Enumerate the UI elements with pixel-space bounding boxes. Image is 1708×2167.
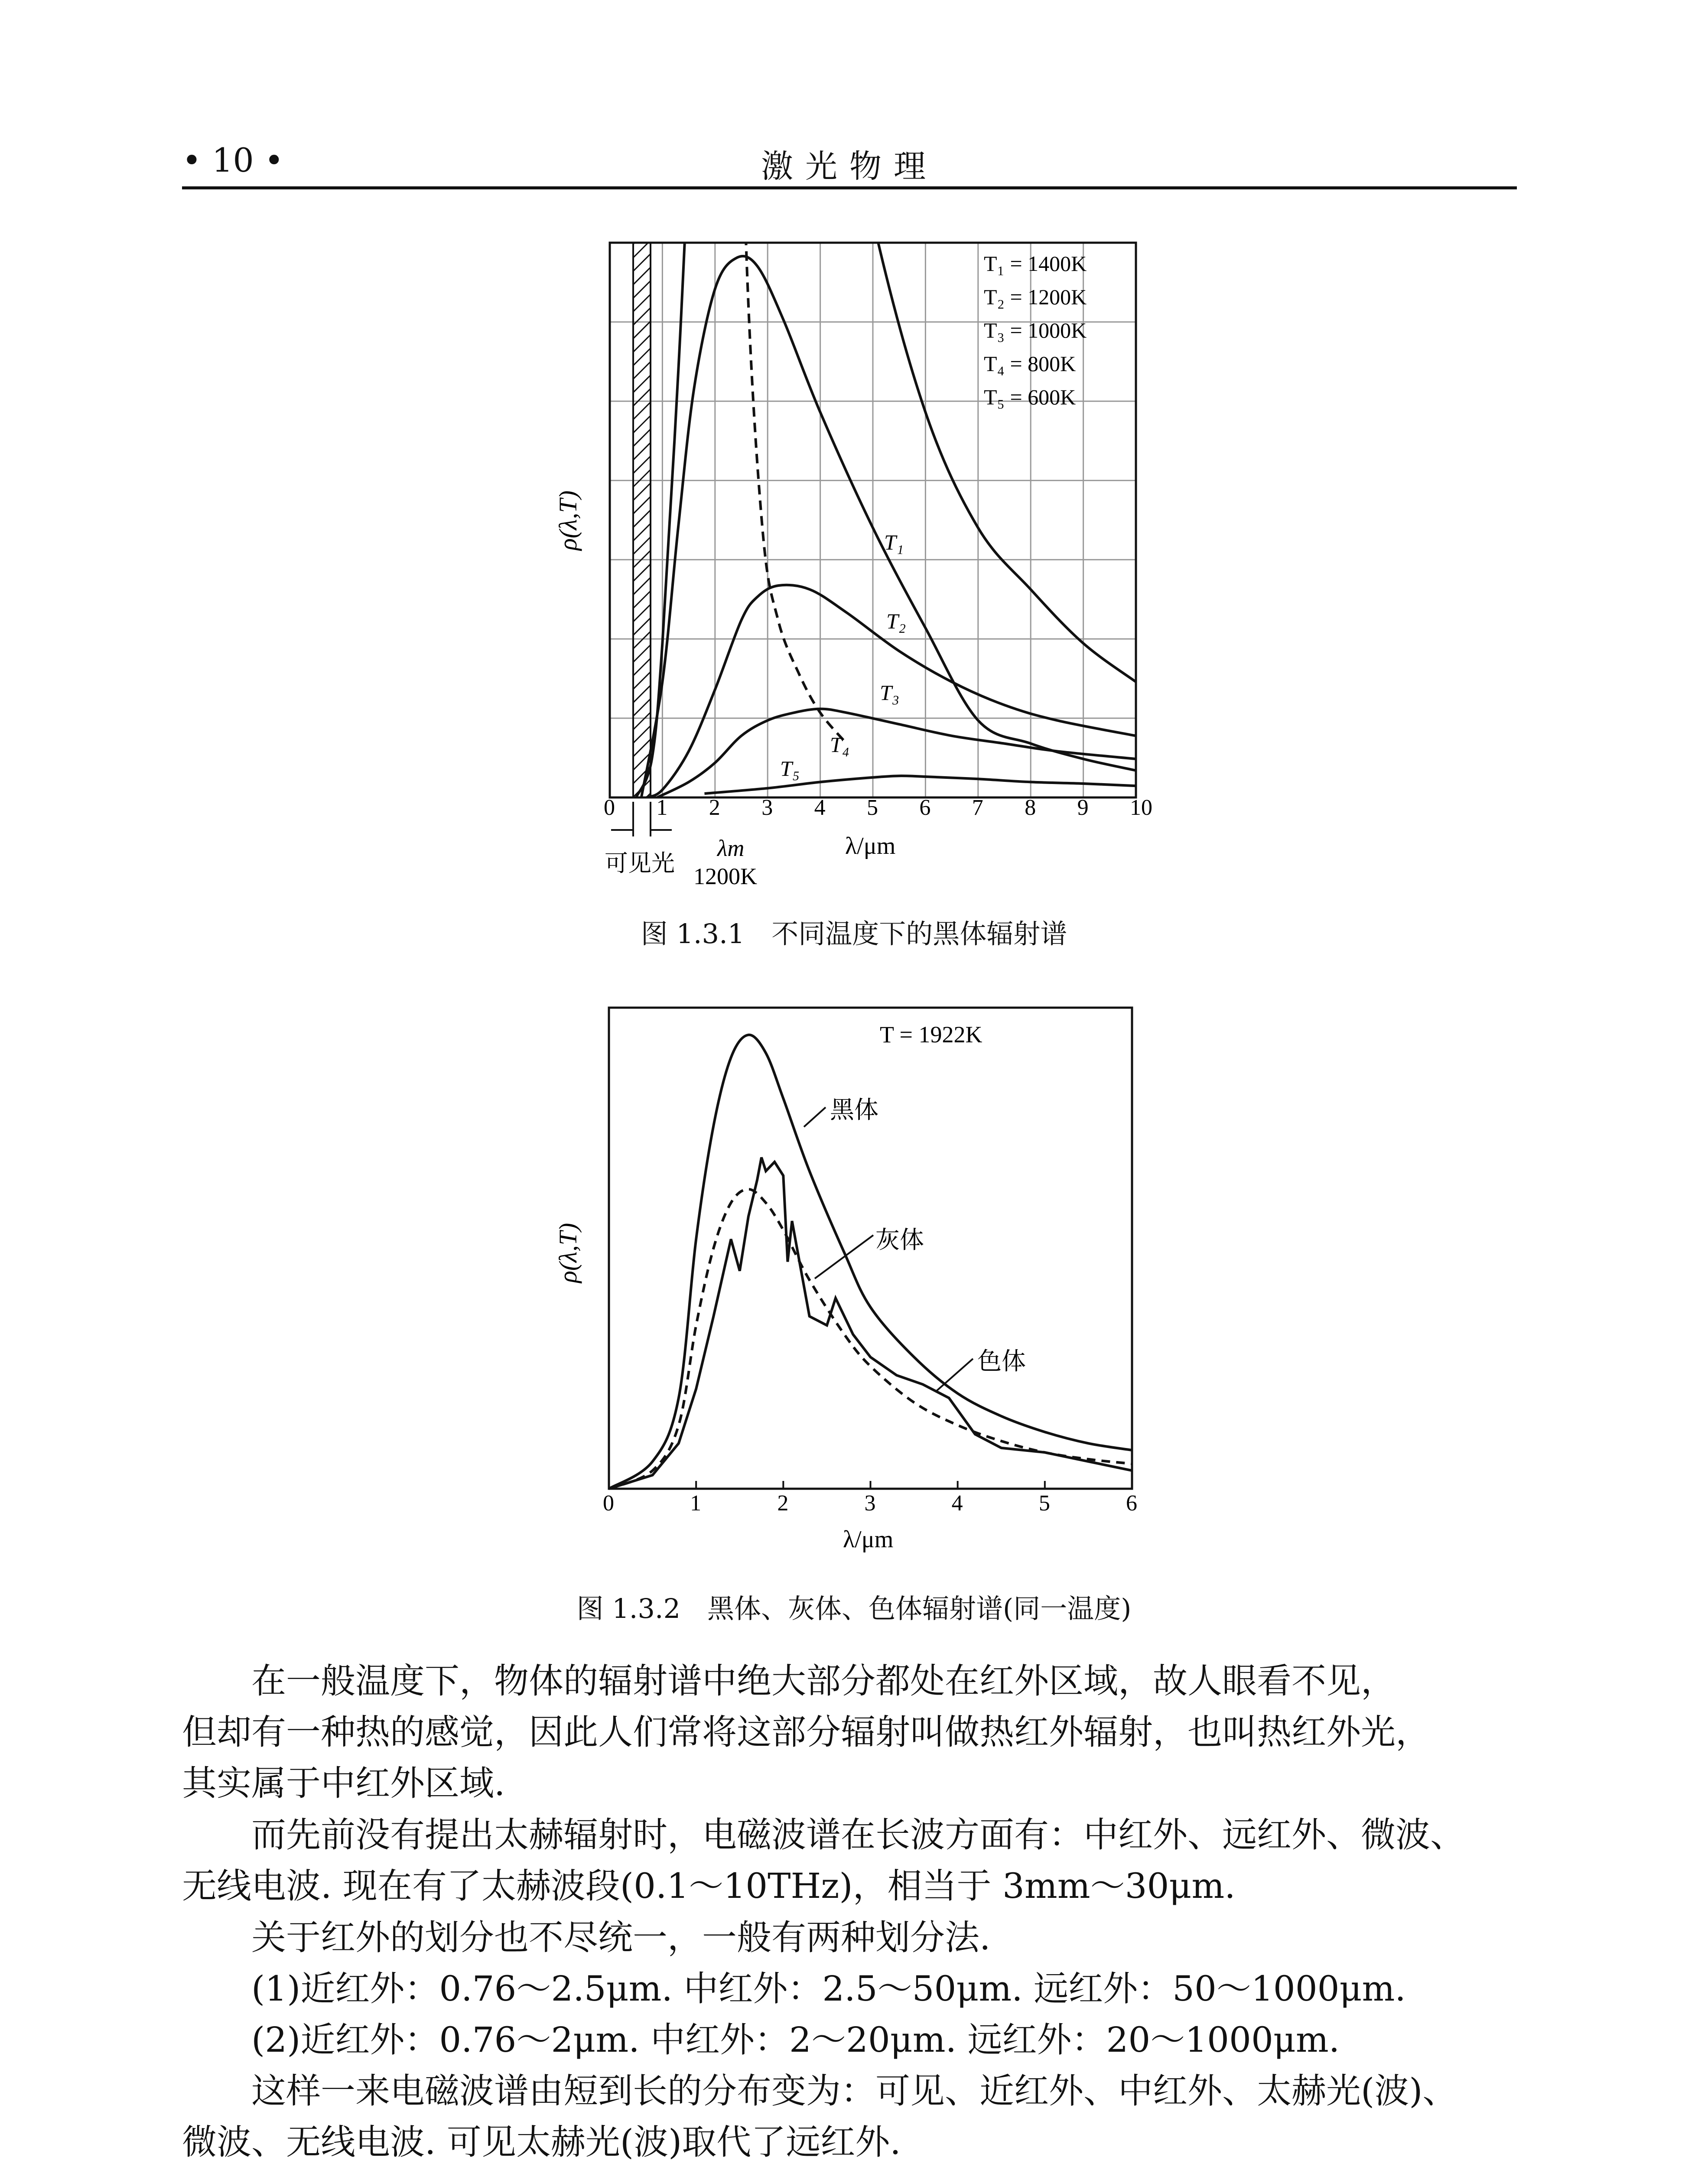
fig1-tick-label: 10 <box>1130 795 1152 820</box>
visible-light-label: 可见光 <box>605 849 675 877</box>
page-number: • 10 • <box>182 141 284 179</box>
figure-2-caption: 图 1.3.2 黑体、灰体、色体辐射谱(同一温度) <box>576 1593 1132 1624</box>
fig1-y-label: ρ(λ,T) <box>554 490 582 550</box>
curve-label-t5: T₅ <box>780 756 800 781</box>
figure-1-caption: 图 1.3.1 不同温度下的黑体辐射谱 <box>641 918 1067 950</box>
fig1-tick-label: 0 <box>604 795 615 820</box>
label-colorbody: 色体 <box>977 1347 1026 1376</box>
text-line: 而先前没有提出太赫辐射时，电磁波谱在长波方面有：中红外、远红外、微波、 <box>251 1815 1465 1855</box>
fig1-tick-label: 3 <box>761 795 773 820</box>
fig2-tick-label: 1 <box>690 1491 702 1516</box>
leader-colorbody <box>936 1359 973 1391</box>
curve-label-t3: T₃ <box>880 680 900 705</box>
text-line: (2)近红外：0.76～2μm. 中红外：2～20μm. 远红外：20～1000μm. <box>251 2020 1340 2060</box>
text-line: 无线电波. 现在有了太赫波段(0.1～10THz)，相当于 3mm～30μm. <box>182 1866 1236 1906</box>
leader-graybody <box>815 1235 873 1279</box>
text-line: 其实属于中红外区域. <box>182 1763 505 1803</box>
curve-label-t1: T₁ <box>884 530 904 554</box>
fig1-tick-label: 2 <box>709 795 720 820</box>
text-line: 关于红外的划分也不尽统一，一般有两种划分法. <box>251 1917 991 1958</box>
fig1-tick-label: 4 <box>814 795 826 820</box>
lambda-m-label: λm <box>717 835 745 861</box>
fig1-tick-label: 7 <box>972 795 983 820</box>
fig2-x-ticks <box>603 1481 1137 1516</box>
fig2-tick-label: 2 <box>777 1491 789 1516</box>
fig2-tick-label: 5 <box>1038 1491 1050 1516</box>
legend-t4: T₄ = 800K <box>984 351 1076 376</box>
fig2-temperature: T = 1922K <box>880 1022 983 1048</box>
text-line: 这样一来电磁波谱由短到长的分布变为：可见、近红外、中红外、太赫光(波)、 <box>251 2071 1457 2111</box>
fig1-tick-label: 5 <box>867 795 878 820</box>
text-line: 但却有一种热的感觉，因此人们常将这部分辐射叫做热红外辐射，也叫热红外光， <box>182 1712 1430 1752</box>
legend-t1: T₁ = 1400K <box>984 251 1087 276</box>
paragraph-3 <box>182 1912 1517 1963</box>
paragraph-6 <box>182 2066 1517 2167</box>
label-graybody: 灰体 <box>875 1226 924 1254</box>
legend-t2: T₂ = 1200K <box>984 285 1087 309</box>
label-blackbody: 黑体 <box>830 1096 878 1124</box>
fig1-tick-label: 9 <box>1077 795 1089 820</box>
fig1-tick-label: 6 <box>919 795 931 820</box>
fig2-tick-label: 3 <box>864 1491 876 1516</box>
fig2-tick-label: 4 <box>951 1491 963 1516</box>
fig1-tick-label: 8 <box>1025 795 1036 820</box>
fig1-x-label: λ/μm <box>845 833 896 859</box>
fig2-tick-label: 6 <box>1126 1491 1137 1516</box>
paragraph-1 <box>182 1656 1517 1809</box>
text-line: 在一般温度下，物体的辐射谱中绝大部分都处在红外区域，故人眼看不见， <box>251 1661 1396 1701</box>
fig2-x-label: λ/μm <box>843 1526 894 1553</box>
text-line: (1)近红外：0.76～2.5μm. 中红外：2.5～50μm. 远红外：50～1000μm. <box>251 1969 1406 2009</box>
paragraph-5 <box>182 2014 1517 2066</box>
curve-label-t2: T₂ <box>886 609 906 633</box>
leader-blackbody <box>804 1107 826 1127</box>
fig1-tick-label: 1 <box>656 795 668 820</box>
book-title: 激光物理 <box>761 148 938 185</box>
curve-label-t4: T₄ <box>830 732 850 757</box>
paragraph-4 <box>182 1963 1517 2014</box>
lambda-m-temp: 1200K <box>693 863 757 889</box>
legend-t5: T₅ = 600K <box>984 385 1076 409</box>
fig2-tick-label: 0 <box>603 1491 614 1516</box>
paragraph-2 <box>182 1809 1517 1912</box>
text-line: 微波、无线电波. 可见太赫光(波)取代了远红外. <box>182 2122 901 2162</box>
legend-t3: T₃ = 1000K <box>984 318 1087 342</box>
fig2-y-label: ρ(λ,T) <box>554 1223 582 1283</box>
